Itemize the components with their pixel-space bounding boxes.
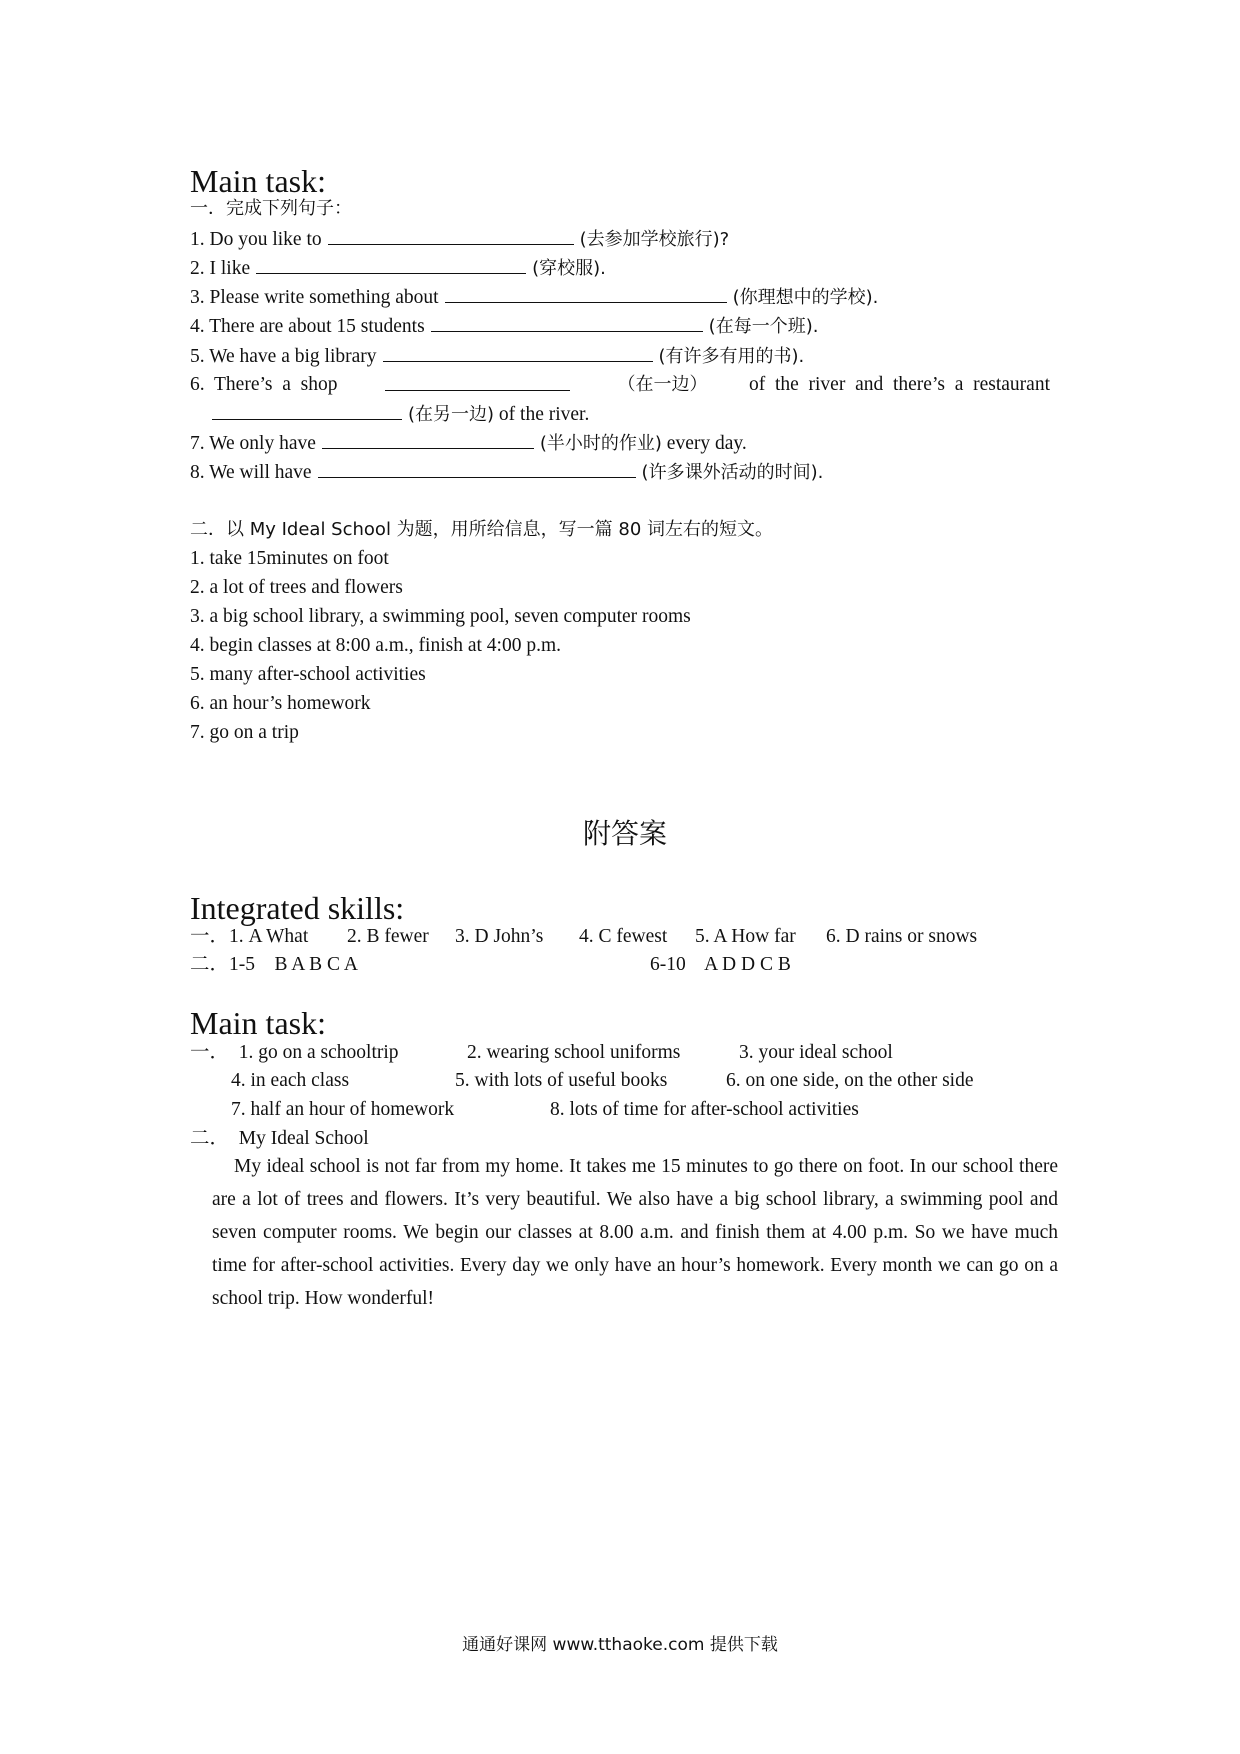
main-task-heading: Main task:	[190, 163, 326, 199]
is-answer-6: 6. D rains or snows	[826, 926, 978, 947]
integrated-skills-heading: Integrated skills:	[190, 890, 405, 926]
q1-text: 1. Do you like to	[190, 229, 322, 250]
mt-answer-5: 5. with lots of useful books	[455, 1070, 668, 1091]
info-item-3: 3. a big school library, a swimming pool, seven computer rooms	[190, 606, 691, 627]
is-answer-1: 一．1. A What	[190, 926, 309, 947]
q2-hint: (穿校服).	[532, 258, 606, 279]
question-3	[190, 284, 878, 311]
answers-title: 附答案	[582, 817, 667, 850]
part1-title: 一．完成下列句子：	[190, 198, 352, 219]
question-7	[190, 430, 747, 457]
q5-text: 5. We have a big library	[190, 346, 377, 367]
q2-text: 2. I like	[190, 258, 251, 279]
q6-middle-text: of the river and there’s a restaurant	[748, 374, 1050, 395]
mt-answer-3: 3. your ideal school	[739, 1042, 893, 1063]
q1-hint: (去参加学校旅行)?	[579, 229, 730, 250]
question-8	[190, 459, 823, 486]
part2-title: 二．以 My Ideal School 为题，用所给信息，写一篇 80 词左右的短文。	[190, 519, 774, 540]
info-item-5: 5. many after-school activities	[190, 664, 426, 685]
is-answer-2: 2. B fewer	[347, 926, 429, 947]
question-4	[190, 313, 818, 340]
q7-end-text: every day.	[666, 433, 747, 454]
q3-text: 3. Please write something about	[190, 287, 439, 308]
q5-blank[interactable]	[383, 343, 653, 362]
q4-hint: (在每一个班).	[708, 316, 819, 337]
question-1	[190, 226, 729, 253]
q8-blank[interactable]	[318, 459, 636, 478]
is-answer-4: 4. C fewest	[579, 926, 668, 947]
is-answer-3: 3. D John’s	[455, 926, 544, 947]
mt-answer-4: 4. in each class	[231, 1070, 350, 1091]
q3-blank[interactable]	[445, 284, 727, 303]
info-item-2: 2. a lot of trees and flowers	[190, 577, 403, 598]
question-2	[190, 255, 606, 282]
q8-text: 8. We will have	[190, 462, 312, 483]
q3-hint: (你理想中的学校).	[732, 287, 879, 308]
q4-blank[interactable]	[431, 313, 703, 332]
q6-blank-2[interactable]	[212, 401, 402, 420]
q2-blank[interactable]	[256, 255, 526, 274]
q4-text: 4. There are about 15 students	[190, 316, 425, 337]
q7-text: 7. We only have	[190, 433, 316, 454]
is-answer-1-5: 二．1-5 B A B C A	[190, 954, 358, 975]
info-item-7: 7. go on a trip	[190, 722, 299, 743]
model-essay: My ideal school is not far from my home. It takes me 15 minutes to go there on foot. In our school there are a lot of trees and flowers. It’s very beautiful. We also have a big school library, a swimming pool and seven computer rooms. We begin our classes at 8.00 a.m. and finish them at 4.00 p.m. So we have much time for after-school activities. Every day we only have an hour’s homework. Every month we can go on a school trip. How wonderful!	[212, 1156, 1058, 1309]
mt-answer-6: 6. on one side, on the other side	[726, 1070, 974, 1091]
mt-answer-1: 一． 1. go on a schooltrip	[190, 1042, 399, 1063]
q8-hint: (许多课外活动的时间).	[641, 462, 824, 483]
q6-text: 6. There’s a shop	[190, 374, 338, 395]
info-item-6: 6. an hour’s homework	[190, 693, 371, 714]
q7-blank[interactable]	[322, 430, 534, 449]
answers-main-task-heading: Main task:	[190, 1005, 326, 1041]
essay-title: 二． My Ideal School	[190, 1128, 369, 1149]
q1-blank[interactable]	[328, 226, 574, 245]
q6-blank-1[interactable]	[385, 372, 570, 391]
footer-credit: 通通好课网 www.tthaoke.com 提供下载	[462, 1635, 778, 1655]
q7-hint: (半小时的作业)	[539, 433, 662, 454]
q6-hint-1: （在一边）	[617, 374, 708, 395]
mt-answer-2: 2. wearing school uniforms	[467, 1042, 681, 1063]
q6-hint-2: (在另一边)	[408, 404, 495, 425]
mt-answer-7: 7. half an hour of homework	[231, 1099, 455, 1120]
question-5	[190, 343, 804, 370]
info-item-1: 1. take 15minutes on foot	[190, 548, 389, 569]
is-answer-6-10: 6-10 A D D C B	[650, 954, 791, 975]
question-6	[190, 372, 1050, 398]
question-6-cont	[212, 401, 589, 428]
mt-answer-8: 8. lots of time for after-school activities	[550, 1099, 859, 1120]
q5-hint: (有许多有用的书).	[658, 346, 805, 367]
q6-end-text: of the river.	[498, 404, 590, 425]
is-answer-5: 5. A How far	[695, 926, 796, 947]
info-item-4: 4. begin classes at 8:00 a.m., finish at 4:00 p.m.	[190, 635, 561, 656]
